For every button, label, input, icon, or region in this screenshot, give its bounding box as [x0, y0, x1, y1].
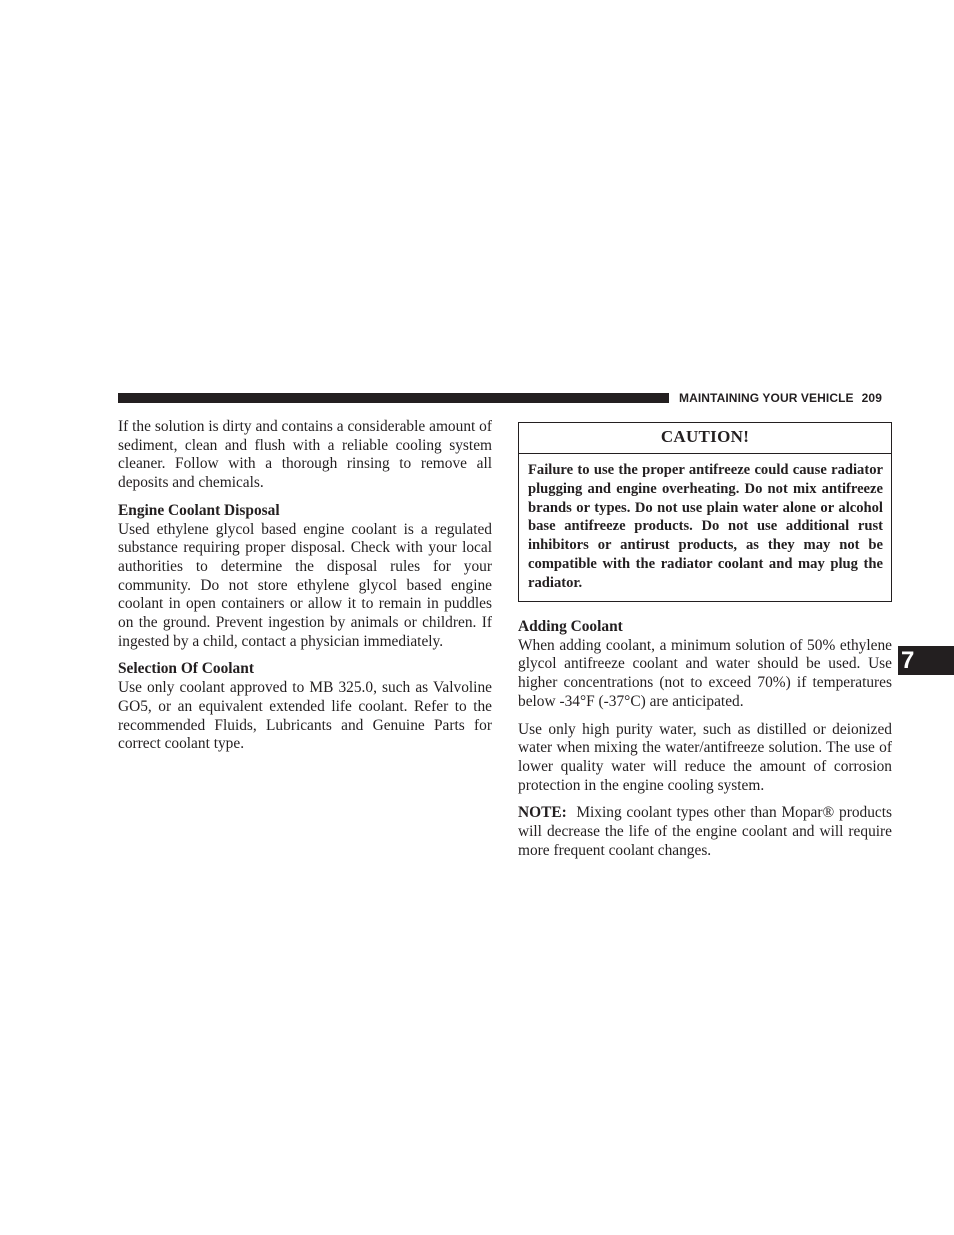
intro-paragraph: If the solution is dirty and contains a considerable amount of sediment, clean and flush with a reliable cooling system cleaner. Follow with a thorough rinsing to remove all deposits and chemicals.	[118, 418, 492, 492]
chapter-number: 7	[901, 647, 915, 674]
adding-heading: Adding Coolant	[518, 618, 623, 635]
water-paragraph: Use only high purity water, such as distilled or deionized water when mixing the water/antifreeze solution. The use of lower quality water will reduce the amount of corrosion protection in the engine cooling system.	[518, 720, 892, 794]
selection-heading: Selection Of Coolant	[118, 660, 254, 678]
disposal-paragraph: Used ethylene glycol based engine coolant is a regulated substance requiring proper disposal. Check with your local authorities to determine the disposal rules for your community. Do not store ethylene glycol based engine coolant in open containers or allow it to remain in puddles on the ground. Prevent ingestion by animals or children. If ingested by a child, contact a physician immediately.	[118, 520, 492, 650]
running-header	[679, 390, 891, 406]
note-paragraph	[518, 804, 892, 860]
adding-paragraph: When adding coolant, a minimum solution of 50% ethylene glycol antifreeze coolant and water should be used. Use higher concentrations (not to exceed 70%) if temperatures below -34°F (-37°C) are anticipated.	[518, 636, 892, 710]
caution-box	[518, 422, 892, 602]
caution-title: CAUTION!	[519, 423, 891, 454]
selection-paragraph: Use only coolant approved to MB 325.0, such as Valvoline GO5, or an equivalent extended life coolant. Refer to the recommended Fluids, Lubricants and Genuine Parts for correct coolant type.	[118, 679, 492, 753]
page-number: 209	[861, 391, 882, 405]
header-rule	[118, 393, 669, 403]
section-title: MAINTAINING YOUR VEHICLE	[679, 391, 854, 405]
chapter-tab	[898, 646, 954, 675]
note-text: Mixing coolant types other than Mopar® products will decrease the life of the engine coolant and will require more frequent coolant changes.	[518, 804, 892, 859]
left-column	[118, 418, 492, 763]
disposal-heading: Engine Coolant Disposal	[118, 501, 280, 519]
right-column	[518, 618, 892, 869]
caution-body: Failure to use the proper antifreeze could cause radiator plugging and engine overheating. Do not mix antifreeze brands or types. Do not use plain water alone or alcohol base antifreeze products. Do not use additional rust inhibitors or antirust products, as they may not be compatible with the radiator coolant and may plug the radiator.	[528, 462, 883, 591]
note-label: NOTE:	[518, 804, 567, 822]
